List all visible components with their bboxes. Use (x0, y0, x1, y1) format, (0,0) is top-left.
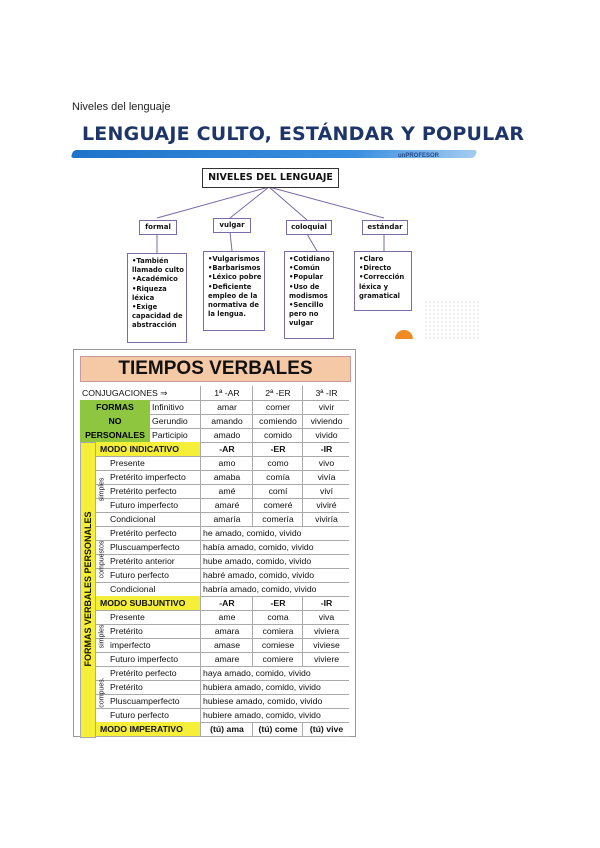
desc-line: •Académico (132, 275, 178, 284)
mode-column: -AR (200, 442, 253, 456)
table-cell: amado (200, 428, 253, 442)
tense-name: Futuro perfecto (110, 570, 169, 580)
table-row (80, 596, 349, 611)
desc-line: •Barbarismos (208, 264, 261, 273)
nonpersonal-name: Participio (152, 430, 188, 440)
table-row (80, 568, 349, 583)
level-formal: formal (139, 220, 177, 235)
table-cell: comido (252, 428, 303, 442)
group-label: simples (98, 624, 106, 649)
desc-line: •Deficiente (208, 282, 252, 291)
formas-no-personales-label (80, 400, 150, 442)
compound-form: hubiera amado, comido, vivido (200, 680, 349, 694)
table-row (80, 694, 349, 709)
desc-line: normativa de (208, 301, 259, 310)
table-row (80, 638, 349, 653)
tense-name: Pretérito perfecto (110, 486, 177, 496)
desc-formal (127, 253, 187, 343)
table-cell: comiera (252, 624, 303, 638)
desc-line: abstracción (132, 321, 177, 330)
table-cell: comiese (252, 638, 303, 652)
compound-form: hubiese amado, comido, vivido (200, 694, 349, 708)
table-row (80, 540, 349, 555)
mode-column: -IR (302, 442, 350, 456)
table-row (80, 484, 349, 499)
desc-line: •Claro (359, 255, 384, 263)
table-row (80, 498, 349, 513)
table-cell: amar (200, 400, 253, 414)
table-row (80, 442, 349, 457)
formas-verbales-personales-label: FORMAS VERBALES PERSONALES (83, 511, 93, 667)
compound-form: habré amado, comido, vivido (200, 568, 349, 582)
desc-vulgar (203, 251, 265, 331)
tense-name: Presente (110, 612, 145, 622)
nonpersonal-name: Gerundio (152, 416, 188, 426)
column-header-er: 2ª -ER (252, 386, 303, 400)
level-estandar: estándar (362, 220, 408, 235)
desc-estandar (354, 251, 412, 311)
mode-column: (tú) come (252, 722, 303, 736)
table-cell: viva (302, 610, 350, 624)
infographic-title: LENGUAJE CULTO, ESTÁNDAR Y POPULAR (82, 123, 525, 145)
table-cell: como (252, 456, 303, 470)
table-cell: viviere (302, 652, 350, 666)
label-line: PERSONALES (85, 430, 145, 440)
group-label: simples (98, 477, 106, 502)
label-line: NO (108, 416, 122, 426)
desc-line: léxica (132, 293, 155, 302)
table-cell: amo (200, 456, 253, 470)
group-label-box (96, 610, 108, 666)
table-cell: vivía (302, 470, 350, 484)
compound-form: habría amado, comido, vivido (200, 582, 349, 596)
table-cell: viví (302, 484, 350, 498)
formas-verbales-personales-bar (80, 442, 96, 738)
root-node: NIVELES DEL LENGUAJE (202, 168, 339, 188)
mode-label: MODO INDICATIVO (96, 442, 200, 456)
desc-line: empleo de la (208, 291, 258, 300)
column-header-ir: 3ª -IR (302, 386, 350, 400)
table-cell: amaba (200, 470, 253, 484)
desc-line: •Exige (132, 303, 158, 312)
table-cell: amé (200, 484, 253, 498)
mode-column: -IR (302, 596, 350, 610)
table-cell: comía (252, 470, 303, 484)
table-cell: vivir (302, 400, 350, 414)
table-cell: viviré (302, 498, 350, 512)
table-title-bar (80, 356, 351, 382)
desc-line: •Común (289, 264, 320, 273)
level-coloquial: coloquial (286, 220, 332, 235)
table-row (80, 456, 349, 471)
table-cell: comer (252, 400, 303, 414)
desc-line: gramatical (359, 291, 400, 300)
tense-name: Pluscuamperfecto (110, 542, 180, 552)
table-row (80, 624, 349, 639)
mode-column: (tú) vive (302, 722, 350, 736)
desc-line: pero no (289, 310, 319, 319)
desc-line: •Riqueza (132, 284, 167, 293)
tense-name: Pluscuamperfecto (110, 696, 180, 706)
niveles-infographic (72, 120, 525, 350)
tense-name: imperfecto (110, 640, 151, 650)
desc-line: •También (132, 257, 169, 265)
desc-line: llamado culto (132, 266, 184, 275)
mode-column: -AR (200, 596, 253, 610)
desc-line: léxica y (359, 282, 389, 291)
table-cell: amando (200, 414, 253, 428)
label-line: FORMAS (96, 402, 134, 412)
brand-logo: unPROFESOR (398, 153, 440, 159)
table-cell: coma (252, 610, 303, 624)
table-cell: amaría (200, 512, 253, 526)
group-label: compuestos (98, 540, 106, 579)
document-heading: Niveles del lenguaje (72, 101, 171, 113)
table-cell: comería (252, 512, 303, 526)
desc-line: •Corrección (359, 273, 405, 282)
table-row (80, 582, 349, 597)
table-row (80, 666, 349, 681)
compound-form: había amado, comido, vivido (200, 540, 349, 554)
mode-column: -ER (252, 442, 303, 456)
desc-line: la lengua. (208, 310, 246, 319)
desc-line: vulgar (289, 319, 314, 328)
table-row (80, 708, 349, 723)
table-cell: amaré (200, 498, 253, 512)
table-cell: vivo (302, 456, 350, 470)
desc-line: •Léxico pobre (208, 273, 262, 282)
mode-label: MODO IMPERATIVO (96, 722, 200, 736)
desc-line: •Vulgarismos (208, 255, 260, 263)
tense-name: Presente (110, 458, 145, 468)
table-title: TIEMPOS VERBALES (118, 358, 313, 379)
tense-name: Condicional (110, 514, 156, 524)
desc-line: •Sencillo (289, 301, 324, 310)
nonpersonal-name: Infinitivo (152, 402, 184, 412)
conjugaciones-label: CONJUGACIONES ⇒ (82, 388, 168, 398)
table-cell: comiere (252, 652, 303, 666)
table-cell: viviría (302, 512, 350, 526)
table-cell: amase (200, 638, 253, 652)
compound-form: hube amado, comido, vivido (200, 554, 349, 568)
table-cell: vivido (302, 428, 350, 442)
table-row (80, 722, 349, 737)
table-row (80, 386, 349, 401)
tense-name: Pretérito (110, 626, 143, 636)
desc-coloquial (284, 251, 334, 339)
desc-line: modismos (289, 291, 328, 300)
tense-name: Futuro imperfecto (110, 654, 179, 664)
mode-label: MODO SUBJUNTIVO (96, 596, 200, 610)
table-cell: viviera (302, 624, 350, 638)
tense-name: Pretérito (110, 682, 143, 692)
table-cell: viviendo (302, 414, 350, 428)
table-row (80, 680, 349, 695)
group-label-box (96, 456, 108, 526)
table-cell: amara (200, 624, 253, 638)
tiempos-verbales-table (73, 349, 356, 737)
group-label-box (96, 526, 108, 596)
desc-line: •Popular (289, 273, 323, 282)
table-row (80, 554, 349, 569)
compound-form: he amado, comido, vivido (200, 526, 349, 540)
desc-line: capacidad de (132, 312, 183, 321)
table-cell: comí (252, 484, 303, 498)
table-row (80, 526, 349, 541)
tense-name: Futuro imperfecto (110, 500, 179, 510)
mode-column: -ER (252, 596, 303, 610)
tense-name: Pretérito perfecto (110, 528, 177, 538)
table-row (80, 512, 349, 527)
dot-pattern-decoration (424, 300, 480, 340)
table-cell: ame (200, 610, 253, 624)
tense-name: Pretérito imperfecto (110, 472, 186, 482)
table-row (80, 470, 349, 485)
tense-name: Condicional (110, 584, 156, 594)
mode-column: (tú) ama (200, 722, 253, 736)
compound-form: haya amado, comido, vivido (200, 666, 349, 680)
tense-name: Pretérito perfecto (110, 668, 177, 678)
table-row (80, 610, 349, 625)
level-vulgar: vulgar (213, 218, 251, 233)
table-cell: comeré (252, 498, 303, 512)
compound-form: hubiere amado, comido, vivido (200, 708, 349, 722)
column-header-ar: 1ª -AR (200, 386, 253, 400)
table-row (80, 652, 349, 667)
desc-line: •Uso de (289, 282, 320, 291)
tense-name: Pretérito anterior (110, 556, 175, 566)
desc-line: •Cotidiano (289, 255, 330, 263)
group-label-box (96, 666, 108, 722)
tense-name: Futuro perfecto (110, 710, 169, 720)
table-cell: amare (200, 652, 253, 666)
table-cell: viviese (302, 638, 350, 652)
group-label: compues. (98, 677, 106, 708)
table-cell: comiendo (252, 414, 303, 428)
desc-line: •Directo (359, 264, 392, 273)
